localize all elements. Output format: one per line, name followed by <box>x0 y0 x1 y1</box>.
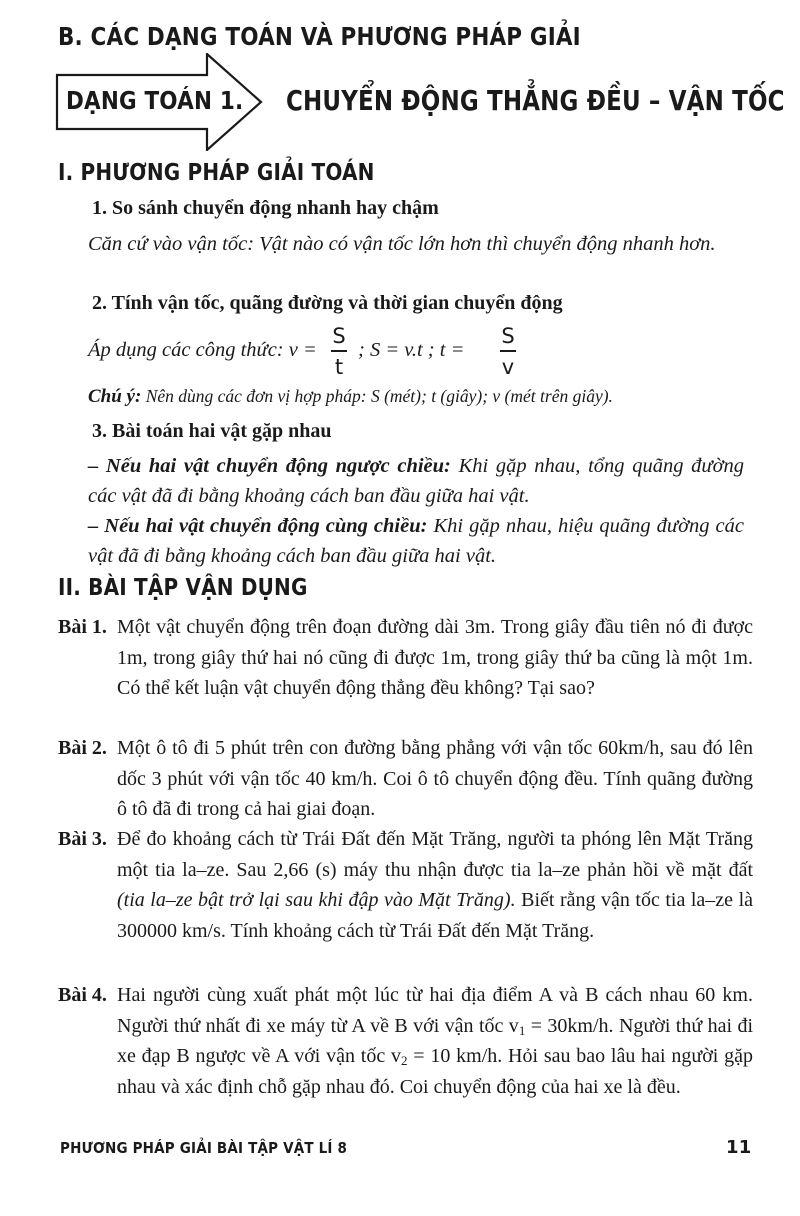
footer-book-title: PHƯƠNG PHÁP GIẢI BÀI TẬP VẬT LÍ 8 <box>60 1139 348 1157</box>
page-number: 11 <box>726 1137 752 1158</box>
case-opposite-direction <box>88 451 744 511</box>
exercise-label: Bài 3. <box>58 828 107 850</box>
case-same-lead: – Nếu hai vật chuyển động cùng chiều: <box>88 515 428 537</box>
part-1-heading: I. PHƯƠNG PHÁP GIẢI TOÁN <box>58 160 375 186</box>
subscript: 1 <box>518 1022 526 1038</box>
fraction-numerator: S <box>332 324 346 348</box>
exercise-text-part: = 10 km/h. Hỏi sau bao lâu hai người gặp nhau và xác định chỗ gặp nhau đó. Coi chuyển động của hai xe là đều. <box>117 1045 753 1098</box>
fraction-denominator: v <box>501 354 515 379</box>
subsection-3-title: 3. Bài toán hai vật gặp nhau <box>92 420 332 442</box>
case-same-direction <box>88 511 744 571</box>
case-opposite-lead: – Nếu hai vật chuyển động ngược chiều: <box>88 455 451 477</box>
exercise-label: Bài 4. <box>58 984 107 1006</box>
exercise-label: Bài 1. <box>58 616 107 638</box>
exercise-text-part: Biết rằng vận tốc tia la–ze là 300000 km/s. Tính khoảng cách từ Trái Đất đến Mặt Trăng. <box>117 889 754 942</box>
exercise-2 <box>58 733 758 825</box>
exercise-1 <box>58 612 758 704</box>
exercise-text-part: = 30km/h. Người thứ hai đi xe đạp B ngược về A với vận tốc v <box>117 1014 754 1067</box>
topic-title: CHUYỂN ĐỘNG THẲNG ĐỀU – VẬN TỐC <box>286 84 785 117</box>
subsection-2-title: 2. Tính vận tốc, quãng đường và thời gian chuyển động <box>92 292 563 314</box>
exercise-text: Một ô tô đi 5 phút trên con đường bằng phẳng với vận tốc 60km/h, sau đó lên dốc 3 phút với vận tốc 40 km/h. Coi ô tô chuyển động đều. Tính quãng đường ô tô đã đi trong cả hai giai đoạn. <box>117 737 753 820</box>
note-label: Chú ý: <box>88 386 142 407</box>
formula-line <box>88 322 688 382</box>
note-line <box>88 386 613 408</box>
fraction-denominator: t <box>334 354 344 379</box>
formula-middle: ; S = v.t ; t = <box>358 339 465 361</box>
case-opposite-text: Khi gặp nhau, tổng quãng đường các vật đã đi bằng khoảng cách ban đầu giữa hai vật. <box>88 455 745 507</box>
exercise-text <box>117 980 753 1102</box>
fraction-s-over-v <box>497 322 519 380</box>
exercise-3 <box>58 824 758 946</box>
subsection-1-title: 1. So sánh chuyển động nhanh hay chậm <box>92 197 439 219</box>
dang-toan-label: DẠNG TOÁN 1. <box>66 86 244 115</box>
exercise-label: Bài 2. <box>58 737 107 759</box>
exercise-text: Một vật chuyển động trên đoạn đường dài 3m. Trong giây đầu tiên nó đi được 1m, trong giây thứ hai nó cũng đi được 1m, trong giây thứ ba cũng là một 1m. Có thể kết luận vật chuyển động thẳng đều không? Tại sao? <box>117 616 753 699</box>
case-same-text: Khi gặp nhau, hiệu quãng đường các vật đã đi bằng khoảng cách ban đầu giữa hai vật. <box>88 515 744 567</box>
note-text: Nên dùng các đơn vị hợp pháp: S (mét); t (giây); v (mét trên giây). <box>145 386 613 406</box>
exercise-text-part: Để đo khoảng cách từ Trái Đất đến Mặt Trăng, người ta phóng lên Mặt Trăng một tia la–ze. Sau 2,66 (s) máy thu nhận được tia la–ze phản hồi về mặt đất <box>117 828 753 881</box>
section-b-heading: B. CÁC DẠNG TOÁN VÀ PHƯƠNG PHÁP GIẢI <box>58 22 581 51</box>
formula-prefix: Áp dụng các công thức: v = <box>88 339 317 361</box>
part-2-heading: II. BÀI TẬP VẬN DỤNG <box>58 575 308 601</box>
subscript: 2 <box>401 1053 408 1068</box>
exercise-text-italic: (tia la–ze bật trở lại sau khi đập vào Mặt Trăng). <box>117 889 516 911</box>
subsection-1-text: Căn cứ vào vận tốc: Vật nào có vận tốc lớn hơn thì chuyển động nhanh hơn. <box>88 233 716 255</box>
exercise-text-part: Hai người cùng xuất phát một lúc từ hai địa điểm A và B cách nhau 60 km. Người thứ nhất đi xe máy từ A về B với vận tốc v <box>117 984 753 1037</box>
exercise-text <box>117 824 753 946</box>
exercise-4 <box>58 980 758 1102</box>
fraction-s-over-t <box>328 322 350 380</box>
fraction-numerator: S <box>501 324 515 348</box>
